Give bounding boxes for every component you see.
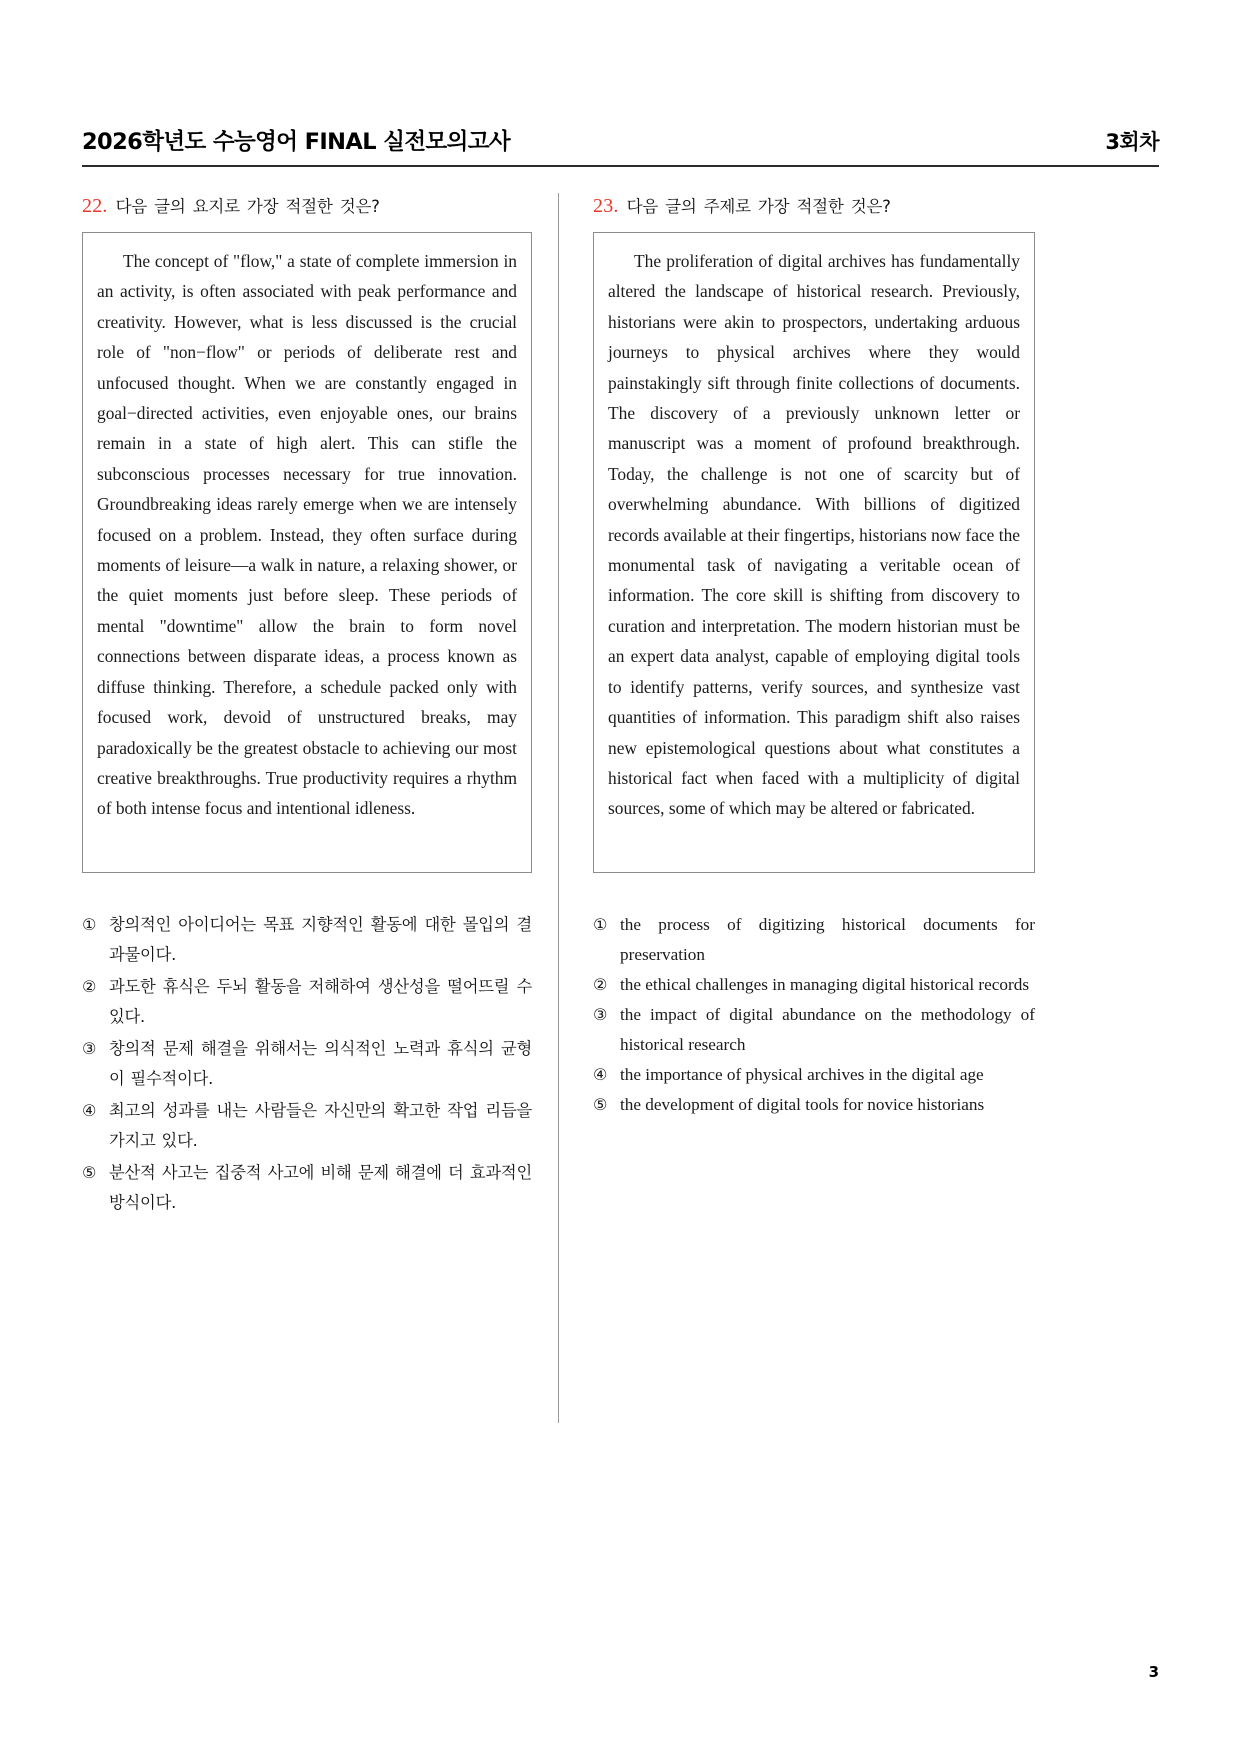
header-divider (82, 165, 1159, 167)
question-22-number: 22. (82, 195, 108, 217)
choice-option[interactable] (82, 1096, 532, 1156)
choice-option[interactable] (82, 1158, 532, 1218)
choice-marker-icon: ① (82, 915, 97, 934)
page-number: 3 (1148, 1663, 1159, 1681)
question-22-passage-text: The concept of "flow," a state of complete immersion in an activity, is often associated with peak performance and creativity. However, what is less discussed is the crucial role of "non−flow" or periods of deliberate rest and unfocused thought. When we are constantly engaged in goal−directed activities, even enjoyable ones, our brains remain in a state of high alert. This can stifle the subconscious processes necessary for true innovation. Groundbreaking ideas rarely emerge when we are intensely focused on a problem. Instead, they often surface during moments of leisure—a walk in nature, a relaxing shower, or the quiet moments just before sleep. These periods of mental "downtime" allow the brain to form novel connections between disparate ideas, a process known as diffuse thinking. Therefore, a schedule packed only with focused work, devoid of unstructured breaks, may paradoxically be the greatest obstacle to achieving our most creative breakthroughs. True productivity requires a rhythm of both intense focus and intentional idleness. (97, 251, 517, 819)
choice-option[interactable] (593, 1000, 1035, 1060)
choice-marker-icon: ① (593, 915, 608, 934)
question-23-passage-text: The proliferation of digital archives has fundamentally altered the landscape of historical research. Previously, historians were akin to prospectors, undertaking arduous journeys to physical archives where they would painstakingly sift through finite collections of documents. The discovery of a previously unknown letter or manuscript was a moment of profound breakthrough. Today, the challenge is not one of scarcity but of overwhelming abundance. With billions of digitized records available at their fingertips, historians now face the monumental task of navigating a veritable ocean of information. The core skill is shifting from discovery to curation and interpretation. The modern historian must be an expert data analyst, capable of employing digital tools to identify patterns, verify sources, and synthesize vast quantities of information. This paradigm shift also raises new epistemological questions about what constitutes a historical fact when faced with a multiplicity of digital sources, some of which may be altered or fabricated. (608, 251, 1020, 819)
choice-label: the impact of digital abundance on the methodology of historical research (620, 1005, 1035, 1054)
question-23-instruction: 다음 글의 주제로 가장 적절한 것은? (626, 197, 891, 216)
choice-label: the ethical challenges in managing digital historical records (620, 975, 1030, 994)
choice-option[interactable] (593, 1060, 1035, 1090)
choice-marker-icon: ② (593, 975, 608, 994)
question-22-passage-box (82, 232, 532, 873)
choice-marker-icon: ⑤ (82, 1163, 97, 1182)
column-left (82, 193, 558, 1543)
choice-option[interactable] (593, 910, 1035, 970)
choice-marker-icon: ③ (593, 1005, 608, 1024)
question-22-instruction: 다음 글의 요지로 가장 적절한 것은? (115, 197, 380, 216)
question-23-prompt (593, 193, 1035, 218)
choice-label: the development of digital tools for novice historians (620, 1095, 985, 1114)
exam-title: 2026학년도 수능영어 FINAL 실전모의고사 (82, 129, 510, 155)
question-22-choices (82, 910, 532, 1218)
choice-label: 최고의 성과를 내는 사람들은 자신만의 확고한 작업 리듬을 가지고 있다. (109, 1101, 532, 1150)
choice-marker-icon: ⑤ (593, 1095, 608, 1114)
choice-label: 과도한 휴식은 두뇌 활동을 저해하여 생산성을 떨어뜨릴 수 있다. (109, 977, 532, 1026)
choice-label: 창의적 문제 해결을 위해서는 의식적인 노력과 휴식의 균형이 필수적이다. (109, 1039, 532, 1088)
exam-round-label: 3회차 (1105, 130, 1159, 154)
column-right (559, 193, 1035, 1543)
choice-label: 창의적인 아이디어는 목표 지향적인 활동에 대한 몰입의 결과물이다. (109, 915, 532, 964)
choice-option[interactable] (82, 972, 532, 1032)
choice-marker-icon: ③ (82, 1039, 97, 1058)
question-23-choices (593, 910, 1035, 1120)
choice-label: 분산적 사고는 집중적 사고에 비해 문제 해결에 더 효과적인 방식이다. (109, 1163, 532, 1212)
choice-option[interactable] (82, 1034, 532, 1094)
question-23-number: 23. (593, 195, 619, 217)
choice-marker-icon: ④ (82, 1101, 97, 1120)
choice-option[interactable] (593, 1090, 1035, 1120)
choice-option[interactable] (82, 910, 532, 970)
choice-marker-icon: ② (82, 977, 97, 996)
two-column-body (82, 193, 1159, 1543)
choice-option[interactable] (593, 970, 1035, 1000)
choice-label: the importance of physical archives in the digital age (620, 1065, 984, 1084)
choice-marker-icon: ④ (593, 1065, 608, 1084)
question-23-passage-box (593, 232, 1035, 873)
page-header (82, 124, 1159, 165)
choice-label: the process of digitizing historical documents for preservation (620, 915, 1035, 964)
question-22-prompt (82, 193, 532, 218)
